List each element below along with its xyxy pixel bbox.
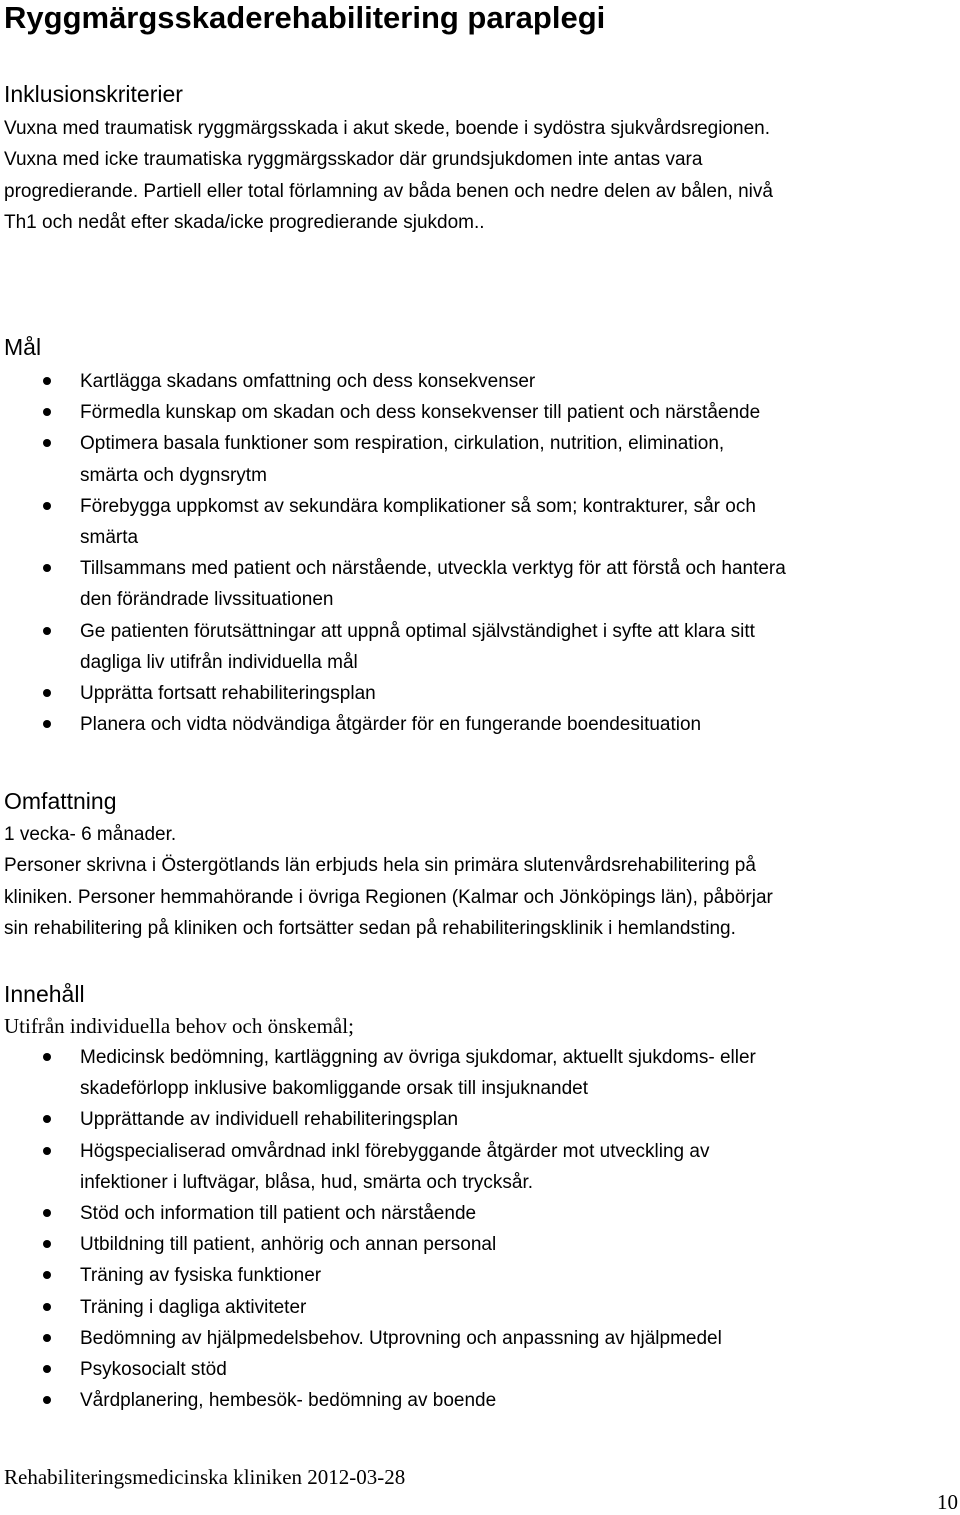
list-item-text: Utbildning till patient, anhörig och annan personal	[80, 1234, 497, 1256]
paragraph-line: sin rehabilitering på kliniken och fortsätter sedan på rehabiliteringsklinik i hemlandsting.	[4, 917, 736, 939]
page-title: Ryggmärgsskaderehabilitering paraplegi	[4, 0, 606, 35]
omfattning-paragraph	[4, 819, 956, 944]
list-item	[0, 366, 960, 397]
page-number: 10	[937, 1490, 958, 1514]
heading-inklusionskriterier: Inklusionskriterier	[4, 81, 183, 107]
list-item-text: smärta och dygnsrytm	[80, 464, 267, 486]
list-item	[0, 616, 960, 678]
list-item-text: Träning av fysiska funktioner	[80, 1265, 322, 1287]
list-item-text: dagliga liv utifrån individuella mål	[80, 651, 358, 673]
list-item	[0, 1385, 960, 1416]
list-item	[0, 1104, 960, 1135]
paragraph-line: Vuxna med icke traumatiska ryggmärgsskador där grundsjukdomen inte antas vara	[4, 149, 703, 171]
list-item-text: Bedömning av hjälpmedelsbehov. Utprovning och anpassning av hjälpmedel	[80, 1327, 722, 1349]
list-item	[0, 397, 960, 428]
list-item-text: Upprätta fortsatt rehabiliteringsplan	[80, 683, 376, 705]
list-item	[0, 678, 960, 709]
list-item	[0, 1260, 960, 1291]
list-item-text: Tillsammans med patient och närstående, utveckla verktyg för att förstå och hantera	[80, 558, 786, 580]
list-item	[0, 1292, 960, 1323]
list-item	[0, 1354, 960, 1385]
list-item-text: Ge patienten förutsättningar att uppnå optimal självständighet i syfte att klara sitt	[80, 620, 755, 642]
heading-omfattning: Omfattning	[4, 788, 117, 814]
list-item-text: Träning i dagliga aktiviteter	[80, 1296, 307, 1318]
list-item-text: Optimera basala funktioner som respiration, cirkulation, nutrition, elimination,	[80, 433, 725, 455]
list-item-text: Upprättande av individuell rehabiliteringsplan	[80, 1109, 459, 1131]
list-item	[0, 428, 960, 490]
list-item-text: Medicinsk bedömning, kartläggning av övriga sjukdomar, aktuellt sjukdoms- eller	[80, 1047, 756, 1068]
list-item	[0, 1042, 960, 1104]
list-item-text: Vårdplanering, hembesök- bedömning av boende	[80, 1390, 497, 1412]
list-item-text: den förändrade livssituationen	[80, 589, 334, 611]
list-item	[0, 1229, 960, 1260]
list-item-text: Högspecialiserad omvårdnad inkl förebyggande åtgärder mot utveckling av	[80, 1140, 710, 1162]
mal-list	[0, 366, 960, 740]
innehall-intro: Utifrån individuella behov och önskemål;	[4, 1014, 354, 1038]
footer-text: Rehabiliteringsmedicinska kliniken 2012-03-28	[4, 1465, 406, 1489]
list-item-text: smärta	[80, 527, 139, 549]
list-item-text: infektioner i luftvägar, blåsa, hud, smärta och trycksår.	[80, 1171, 534, 1193]
list-item	[0, 1323, 960, 1354]
paragraph-line: 1 vecka- 6 månader.	[4, 824, 177, 845]
list-item-text: Kartlägga skadans omfattning och dess konsekvenser	[80, 371, 536, 392]
list-item	[0, 1198, 960, 1229]
list-item-text: Förebygga uppkomst av sekundära komplikationer så som; kontrakturer, sår och	[80, 495, 756, 517]
paragraph-line: progredierande. Partiell eller total förlamning av båda benen och nedre delen av bålen, nivå	[4, 180, 773, 202]
list-item-text: skadeförlopp inklusive bakomliggande orsak till insjuknandet	[80, 1078, 589, 1100]
heading-innehall: Innehåll	[4, 981, 85, 1007]
heading-mal: Mål	[4, 334, 42, 360]
paragraph-line: kliniken. Personer hemmahörande i övriga Regionen (Kalmar och Jönköpings län), påbörjar	[4, 886, 773, 908]
list-item-text: Stöd och information till patient och närstående	[80, 1203, 477, 1225]
list-item-text: Psykosocialt stöd	[80, 1359, 227, 1381]
paragraph-line: Personer skrivna i Östergötlands län erbjuds hela sin primära slutenvårdsrehabilitering på	[4, 855, 756, 877]
list-item	[0, 1136, 960, 1198]
innehall-list	[0, 1042, 960, 1416]
list-item-text: Förmedla kunskap om skadan och dess konsekvenser till patient och närstående	[80, 402, 761, 424]
list-item-text: Planera och vidta nödvändiga åtgärder för en fungerande boendesituation	[80, 714, 702, 736]
list-item	[0, 491, 960, 553]
paragraph-line: Th1 och nedåt efter skada/icke progredierande sjukdom..	[4, 211, 485, 233]
list-item	[0, 553, 960, 615]
paragraph-line: Vuxna med traumatisk ryggmärgsskada i akut skede, boende i sydöstra sjukvårdsregionen.	[4, 118, 771, 139]
inklusion-paragraph	[4, 113, 956, 238]
list-item	[0, 709, 960, 740]
